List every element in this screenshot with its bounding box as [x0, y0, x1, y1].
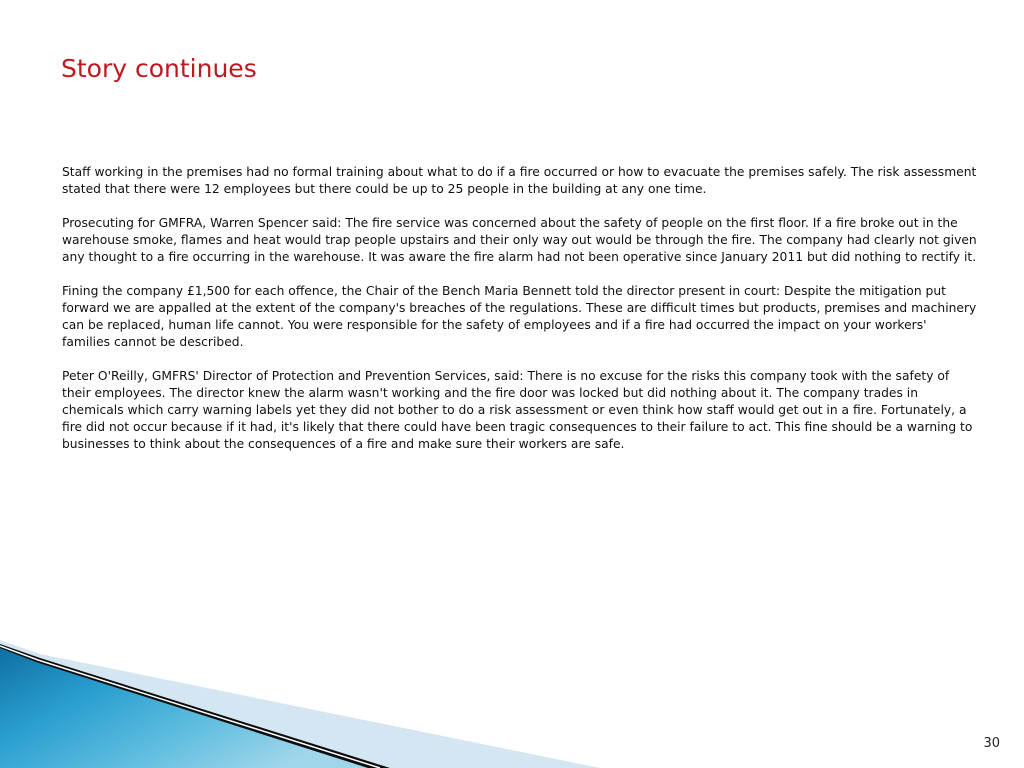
paragraph-statement: Peter O'Reilly, GMFRS' Director of Protection and Prevention Services, said: There is no excuse for the risks this company took with the safety of their employees. The director knew the alarm wasn't working and the fire door was locked but did nothing about it. The company trades in chemicals which carry warning labels yet they did not bother to do a risk assessment or even think how staff would get out in a fire. Fortunately, a fire did not occur because if it had, it's likely that there could have been tragic consequences to their failure to act. This fine should be a warning to businesses to think about the consequences of a fire and make sure their workers are safe. [62, 369, 973, 451]
slide-title: Story continues [61, 54, 257, 83]
paragraph-prosecution: Prosecuting for GMFRA, Warren Spencer said: The fire service was concerned about the safety of people on the first floor. If a fire broke out in the warehouse smoke, flames and heat would trap people upstairs and their only way out would be through the fire. The company had clearly not given any thought to a fire occurring in the warehouse. It was aware the fire alarm had not been operative since January 2011 but did nothing to rectify it. [62, 216, 977, 264]
slide-corner-decoration [0, 640, 1024, 768]
paragraph-training: Staff working in the premises had no formal training about what to do if a fire occurred or how to evacuate the premises safely. The risk assessment stated that there were 12 employees but there could be up to 25 people in the building at any one time. [62, 165, 977, 196]
slide-body [62, 164, 978, 453]
paragraph-fine: Fining the company £1,500 for each offence, the Chair of the Bench Maria Bennett told the director present in court: Despite the mitigation put forward we are appalled at the extent of the company's breaches of the regulations. These are difficult times but products, premises and machinery can be replaced, human life cannot. You were responsible for the safety of employees and if a fire had occurred the impact on your workers' families cannot be described. [62, 284, 977, 349]
page-number: 30 [983, 736, 1000, 751]
